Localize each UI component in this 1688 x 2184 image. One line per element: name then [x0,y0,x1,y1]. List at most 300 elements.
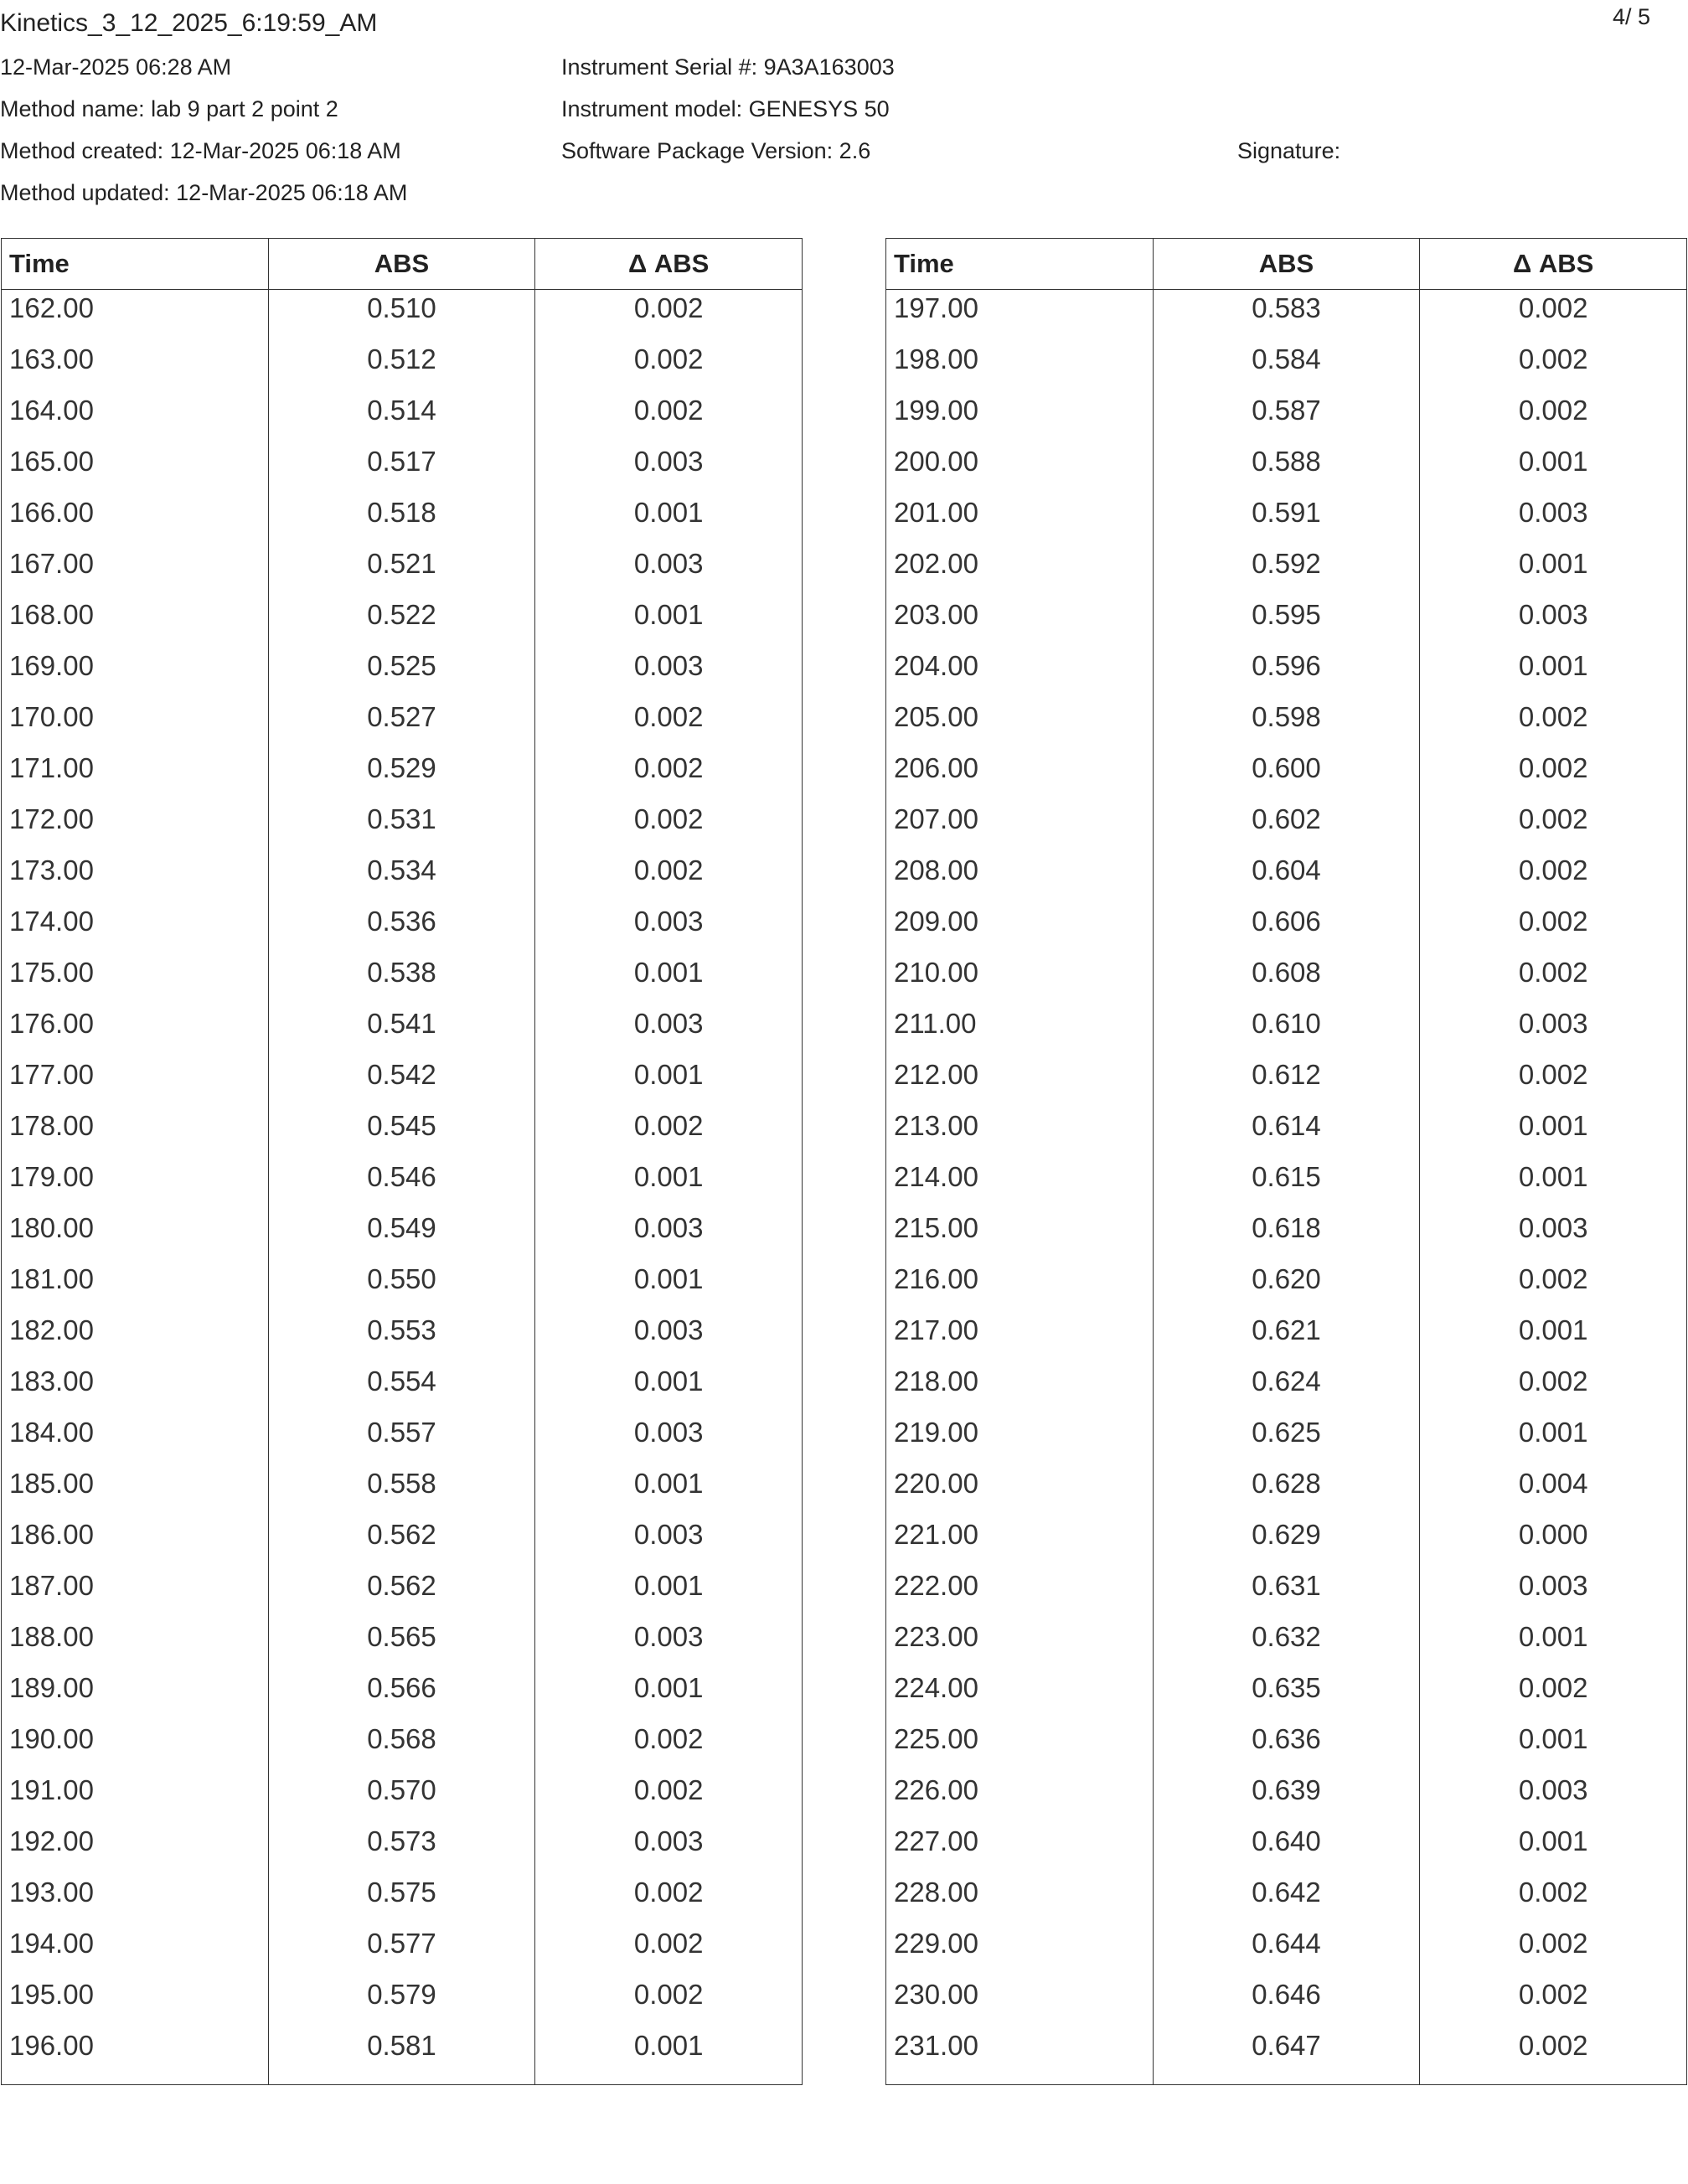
cell-delta-abs: 0.001 [535,954,803,1005]
cell-delta-abs: 0.001 [535,2027,803,2085]
cell-delta-abs: 0.001 [535,596,803,648]
column-header-abs: ABS [1153,239,1420,290]
cell-abs: 0.588 [1153,443,1420,494]
cell-time: 215.00 [886,1210,1154,1261]
table-row [886,1823,1687,1874]
cell-delta-abs: 0.002 [535,392,803,443]
cell-time: 208.00 [886,852,1154,903]
table-row [886,1312,1687,1363]
cell-delta-abs: 0.002 [1420,1261,1687,1312]
cell-abs: 0.620 [1153,1261,1420,1312]
table-row [2,1363,803,1414]
table-row [2,392,803,443]
cell-time: 180.00 [2,1210,269,1261]
report-date: 12-Mar-2025 06:28 AM [0,54,232,80]
cell-time: 162.00 [2,290,269,342]
cell-abs: 0.642 [1153,1874,1420,1925]
cell-time: 214.00 [886,1159,1154,1210]
cell-abs: 0.521 [268,545,535,596]
cell-abs: 0.568 [268,1721,535,1772]
table-row [886,1772,1687,1823]
cell-time: 181.00 [2,1261,269,1312]
cell-time: 224.00 [886,1670,1154,1721]
column-header-delta-abs: Δ ABS [1420,239,1687,290]
table-row [886,1567,1687,1619]
column-header-time: Time [886,239,1154,290]
method-created: Method created: 12-Mar-2025 06:18 AM [0,138,401,163]
cell-delta-abs: 0.001 [1420,443,1687,494]
cell-abs: 0.612 [1153,1056,1420,1107]
cell-time: 216.00 [886,1261,1154,1312]
table-row [886,1619,1687,1670]
table-row [2,2027,803,2085]
cell-abs: 0.550 [268,1261,535,1312]
table-row [2,1670,803,1721]
cell-delta-abs: 0.002 [1420,750,1687,801]
table-row [886,852,1687,903]
cell-abs: 0.522 [268,596,535,648]
cell-time: 186.00 [2,1516,269,1567]
table-row [2,1516,803,1567]
table-row [2,1107,803,1159]
table-row [886,1414,1687,1465]
cell-delta-abs: 0.002 [535,341,803,392]
cell-delta-abs: 0.001 [535,1465,803,1516]
cell-time: 175.00 [2,954,269,1005]
cell-abs: 0.644 [1153,1925,1420,1976]
cell-abs: 0.558 [268,1465,535,1516]
cell-delta-abs: 0.002 [1420,954,1687,1005]
cell-time: 197.00 [886,290,1154,342]
cell-abs: 0.639 [1153,1772,1420,1823]
cell-time: 212.00 [886,1056,1154,1107]
cell-delta-abs: 0.001 [1420,1159,1687,1210]
cell-delta-abs: 0.001 [535,1261,803,1312]
cell-delta-abs: 0.002 [535,1874,803,1925]
cell-delta-abs: 0.001 [1420,1619,1687,1670]
cell-delta-abs: 0.002 [1420,1874,1687,1925]
cell-time: 198.00 [886,341,1154,392]
cell-time: 223.00 [886,1619,1154,1670]
cell-abs: 0.554 [268,1363,535,1414]
table-row [2,1210,803,1261]
cell-abs: 0.549 [268,1210,535,1261]
cell-time: 183.00 [2,1363,269,1414]
cell-delta-abs: 0.001 [1420,1414,1687,1465]
cell-time: 164.00 [2,392,269,443]
cell-delta-abs: 0.001 [535,1056,803,1107]
table-row [2,1772,803,1823]
cell-delta-abs: 0.003 [535,545,803,596]
cell-time: 170.00 [2,699,269,750]
cell-delta-abs: 0.002 [1420,1670,1687,1721]
cell-delta-abs: 0.001 [1420,1823,1687,1874]
cell-delta-abs: 0.003 [1420,596,1687,648]
cell-time: 210.00 [886,954,1154,1005]
cell-delta-abs: 0.002 [535,852,803,903]
table-header-row [2,239,803,290]
cell-time: 199.00 [886,392,1154,443]
table-row [886,648,1687,699]
cell-time: 192.00 [2,1823,269,1874]
cell-time: 217.00 [886,1312,1154,1363]
cell-time: 227.00 [886,1823,1154,1874]
cell-delta-abs: 0.003 [535,903,803,954]
cell-time: 231.00 [886,2027,1154,2085]
cell-time: 173.00 [2,852,269,903]
cell-time: 169.00 [2,648,269,699]
table-row [886,1261,1687,1312]
cell-delta-abs: 0.001 [535,1363,803,1414]
table-row [2,699,803,750]
cell-time: 172.00 [2,801,269,852]
cell-delta-abs: 0.003 [1420,494,1687,545]
table-row [2,545,803,596]
cell-delta-abs: 0.003 [535,1414,803,1465]
kinetics-table-right [885,238,1687,2085]
table-row [2,1414,803,1465]
cell-time: 167.00 [2,545,269,596]
cell-delta-abs: 0.002 [1420,1976,1687,2027]
table-row [886,1976,1687,2027]
table-row [886,903,1687,954]
table-row [2,1312,803,1363]
cell-abs: 0.604 [1153,852,1420,903]
table-row [2,1261,803,1312]
cell-delta-abs: 0.002 [535,1976,803,2027]
cell-abs: 0.538 [268,954,535,1005]
table-row [2,1619,803,1670]
table-row [886,1056,1687,1107]
cell-abs: 0.573 [268,1823,535,1874]
cell-delta-abs: 0.001 [1420,545,1687,596]
cell-time: 228.00 [886,1874,1154,1925]
cell-time: 226.00 [886,1772,1154,1823]
cell-abs: 0.625 [1153,1414,1420,1465]
table-row [886,1005,1687,1056]
cell-delta-abs: 0.001 [1420,648,1687,699]
cell-abs: 0.562 [268,1516,535,1567]
cell-abs: 0.525 [268,648,535,699]
cell-delta-abs: 0.002 [1420,852,1687,903]
cell-time: 178.00 [2,1107,269,1159]
cell-abs: 0.600 [1153,750,1420,801]
table-row [2,1056,803,1107]
cell-delta-abs: 0.002 [535,1107,803,1159]
cell-abs: 0.596 [1153,648,1420,699]
table-row [2,596,803,648]
cell-abs: 0.598 [1153,699,1420,750]
cell-delta-abs: 0.002 [1420,699,1687,750]
cell-time: 193.00 [2,1874,269,1925]
cell-delta-abs: 0.003 [535,1312,803,1363]
cell-abs: 0.635 [1153,1670,1420,1721]
table-row [886,1159,1687,1210]
table-row [886,954,1687,1005]
cell-time: 221.00 [886,1516,1154,1567]
cell-abs: 0.587 [1153,392,1420,443]
cell-time: 171.00 [2,750,269,801]
cell-abs: 0.546 [268,1159,535,1210]
cell-abs: 0.584 [1153,341,1420,392]
table-row [2,1925,803,1976]
table-row [886,392,1687,443]
cell-delta-abs: 0.002 [1420,1056,1687,1107]
cell-time: 203.00 [886,596,1154,648]
cell-delta-abs: 0.002 [1420,392,1687,443]
page-number: 4/ 5 [1613,4,1651,29]
cell-abs: 0.545 [268,1107,535,1159]
cell-delta-abs: 0.001 [535,1670,803,1721]
cell-abs: 0.636 [1153,1721,1420,1772]
cell-delta-abs: 0.002 [535,1772,803,1823]
kinetics-table-left [1,238,803,2085]
cell-time: 218.00 [886,1363,1154,1414]
cell-delta-abs: 0.001 [535,494,803,545]
cell-abs: 0.632 [1153,1619,1420,1670]
cell-delta-abs: 0.001 [1420,1312,1687,1363]
table-row [886,1516,1687,1567]
cell-time: 230.00 [886,1976,1154,2027]
cell-time: 165.00 [2,443,269,494]
cell-time: 179.00 [2,1159,269,1210]
cell-time: 189.00 [2,1670,269,1721]
cell-delta-abs: 0.003 [535,1619,803,1670]
cell-abs: 0.579 [268,1976,535,2027]
instrument-model: Instrument model: GENESYS 50 [561,96,890,121]
table-row [2,341,803,392]
cell-abs: 0.618 [1153,1210,1420,1261]
table-row [2,648,803,699]
cell-delta-abs: 0.003 [1420,1210,1687,1261]
cell-abs: 0.553 [268,1312,535,1363]
cell-delta-abs: 0.000 [1420,1516,1687,1567]
cell-delta-abs: 0.003 [535,1516,803,1567]
cell-abs: 0.575 [268,1874,535,1925]
cell-time: 229.00 [886,1925,1154,1976]
cell-abs: 0.518 [268,494,535,545]
cell-abs: 0.602 [1153,801,1420,852]
table-row [886,443,1687,494]
cell-time: 201.00 [886,494,1154,545]
cell-time: 163.00 [2,341,269,392]
cell-time: 194.00 [2,1925,269,1976]
cell-abs: 0.621 [1153,1312,1420,1363]
table-row [2,1721,803,1772]
table-row [2,1567,803,1619]
cell-time: 177.00 [2,1056,269,1107]
cell-abs: 0.541 [268,1005,535,1056]
cell-abs: 0.608 [1153,954,1420,1005]
table-row [2,954,803,1005]
table-row [2,443,803,494]
signature-label: Signature: [1237,138,1341,163]
cell-delta-abs: 0.002 [535,290,803,342]
table-row [886,1721,1687,1772]
table-row [886,545,1687,596]
cell-abs: 0.570 [268,1772,535,1823]
cell-abs: 0.610 [1153,1005,1420,1056]
cell-time: 191.00 [2,1772,269,1823]
table-row [886,1363,1687,1414]
table-row [2,494,803,545]
cell-abs: 0.647 [1153,2027,1420,2085]
table-row [2,1976,803,2027]
cell-time: 185.00 [2,1465,269,1516]
cell-time: 195.00 [2,1976,269,2027]
cell-abs: 0.534 [268,852,535,903]
cell-delta-abs: 0.001 [535,1567,803,1619]
cell-abs: 0.517 [268,443,535,494]
cell-abs: 0.646 [1153,1976,1420,2027]
cell-time: 188.00 [2,1619,269,1670]
column-header-time: Time [2,239,269,290]
cell-time: 166.00 [2,494,269,545]
table-row [2,903,803,954]
table-row [886,1465,1687,1516]
column-header-delta-abs: Δ ABS [535,239,803,290]
cell-abs: 0.514 [268,392,535,443]
cell-time: 219.00 [886,1414,1154,1465]
table-row [2,1823,803,1874]
cell-delta-abs: 0.003 [535,1005,803,1056]
cell-abs: 0.629 [1153,1516,1420,1567]
cell-delta-abs: 0.002 [535,1925,803,1976]
cell-delta-abs: 0.003 [1420,1005,1687,1056]
cell-delta-abs: 0.002 [1420,1363,1687,1414]
cell-time: 176.00 [2,1005,269,1056]
cell-abs: 0.595 [1153,596,1420,648]
cell-time: 204.00 [886,648,1154,699]
cell-abs: 0.557 [268,1414,535,1465]
cell-time: 168.00 [2,596,269,648]
cell-delta-abs: 0.002 [1420,801,1687,852]
cell-delta-abs: 0.002 [1420,903,1687,954]
cell-abs: 0.592 [1153,545,1420,596]
cell-delta-abs: 0.002 [1420,1925,1687,1976]
table-row [886,801,1687,852]
table-row [886,494,1687,545]
cell-time: 209.00 [886,903,1154,954]
cell-abs: 0.512 [268,341,535,392]
cell-time: 220.00 [886,1465,1154,1516]
table-row [886,1874,1687,1925]
instrument-serial: Instrument Serial #: 9A3A163003 [561,54,895,80]
cell-abs: 0.640 [1153,1823,1420,1874]
column-header-abs: ABS [268,239,535,290]
table-row [886,699,1687,750]
cell-delta-abs: 0.002 [535,750,803,801]
table-row [886,1925,1687,1976]
cell-delta-abs: 0.002 [535,801,803,852]
cell-delta-abs: 0.001 [1420,1107,1687,1159]
cell-time: 225.00 [886,1721,1154,1772]
cell-delta-abs: 0.001 [535,1159,803,1210]
cell-time: 187.00 [2,1567,269,1619]
cell-abs: 0.536 [268,903,535,954]
cell-abs: 0.583 [1153,290,1420,342]
cell-delta-abs: 0.001 [1420,1721,1687,1772]
cell-abs: 0.510 [268,290,535,342]
cell-time: 184.00 [2,1414,269,1465]
cell-abs: 0.542 [268,1056,535,1107]
cell-time: 206.00 [886,750,1154,801]
method-name: Method name: lab 9 part 2 point 2 [0,96,338,121]
cell-abs: 0.565 [268,1619,535,1670]
cell-delta-abs: 0.002 [535,1721,803,1772]
method-updated: Method updated: 12-Mar-2025 06:18 AM [0,180,408,205]
cell-abs: 0.628 [1153,1465,1420,1516]
cell-time: 213.00 [886,1107,1154,1159]
cell-abs: 0.566 [268,1670,535,1721]
table-row [2,750,803,801]
cell-abs: 0.615 [1153,1159,1420,1210]
report-title: Kinetics_3_12_2025_6:19:59_AM [0,9,378,37]
table-row [2,1005,803,1056]
cell-delta-abs: 0.002 [1420,341,1687,392]
cell-delta-abs: 0.003 [535,1823,803,1874]
cell-abs: 0.577 [268,1925,535,1976]
cell-time: 211.00 [886,1005,1154,1056]
table-row [2,1465,803,1516]
table-row [2,852,803,903]
table-row [886,750,1687,801]
table-row [2,1159,803,1210]
cell-abs: 0.529 [268,750,535,801]
software-version: Software Package Version: 2.6 [561,138,871,163]
cell-time: 207.00 [886,801,1154,852]
cell-delta-abs: 0.003 [535,1210,803,1261]
table-header-row [886,239,1687,290]
cell-abs: 0.606 [1153,903,1420,954]
cell-delta-abs: 0.003 [535,648,803,699]
table-row [886,1210,1687,1261]
table-row [886,2027,1687,2085]
cell-time: 174.00 [2,903,269,954]
table-row [886,341,1687,392]
cell-abs: 0.562 [268,1567,535,1619]
cell-delta-abs: 0.003 [535,443,803,494]
cell-delta-abs: 0.002 [1420,2027,1687,2085]
cell-time: 182.00 [2,1312,269,1363]
cell-abs: 0.631 [1153,1567,1420,1619]
cell-delta-abs: 0.002 [1420,290,1687,342]
cell-time: 222.00 [886,1567,1154,1619]
cell-delta-abs: 0.002 [535,699,803,750]
table-row [886,290,1687,342]
cell-time: 196.00 [2,2027,269,2085]
table-row [2,1874,803,1925]
cell-time: 202.00 [886,545,1154,596]
cell-abs: 0.581 [268,2027,535,2085]
cell-delta-abs: 0.004 [1420,1465,1687,1516]
table-row [886,1670,1687,1721]
cell-abs: 0.527 [268,699,535,750]
table-row [886,596,1687,648]
cell-time: 200.00 [886,443,1154,494]
cell-time: 205.00 [886,699,1154,750]
cell-delta-abs: 0.003 [1420,1567,1687,1619]
cell-abs: 0.591 [1153,494,1420,545]
cell-abs: 0.531 [268,801,535,852]
cell-abs: 0.614 [1153,1107,1420,1159]
table-row [2,801,803,852]
table-row [2,290,803,342]
table-row [886,1107,1687,1159]
cell-abs: 0.624 [1153,1363,1420,1414]
cell-delta-abs: 0.003 [1420,1772,1687,1823]
cell-time: 190.00 [2,1721,269,1772]
